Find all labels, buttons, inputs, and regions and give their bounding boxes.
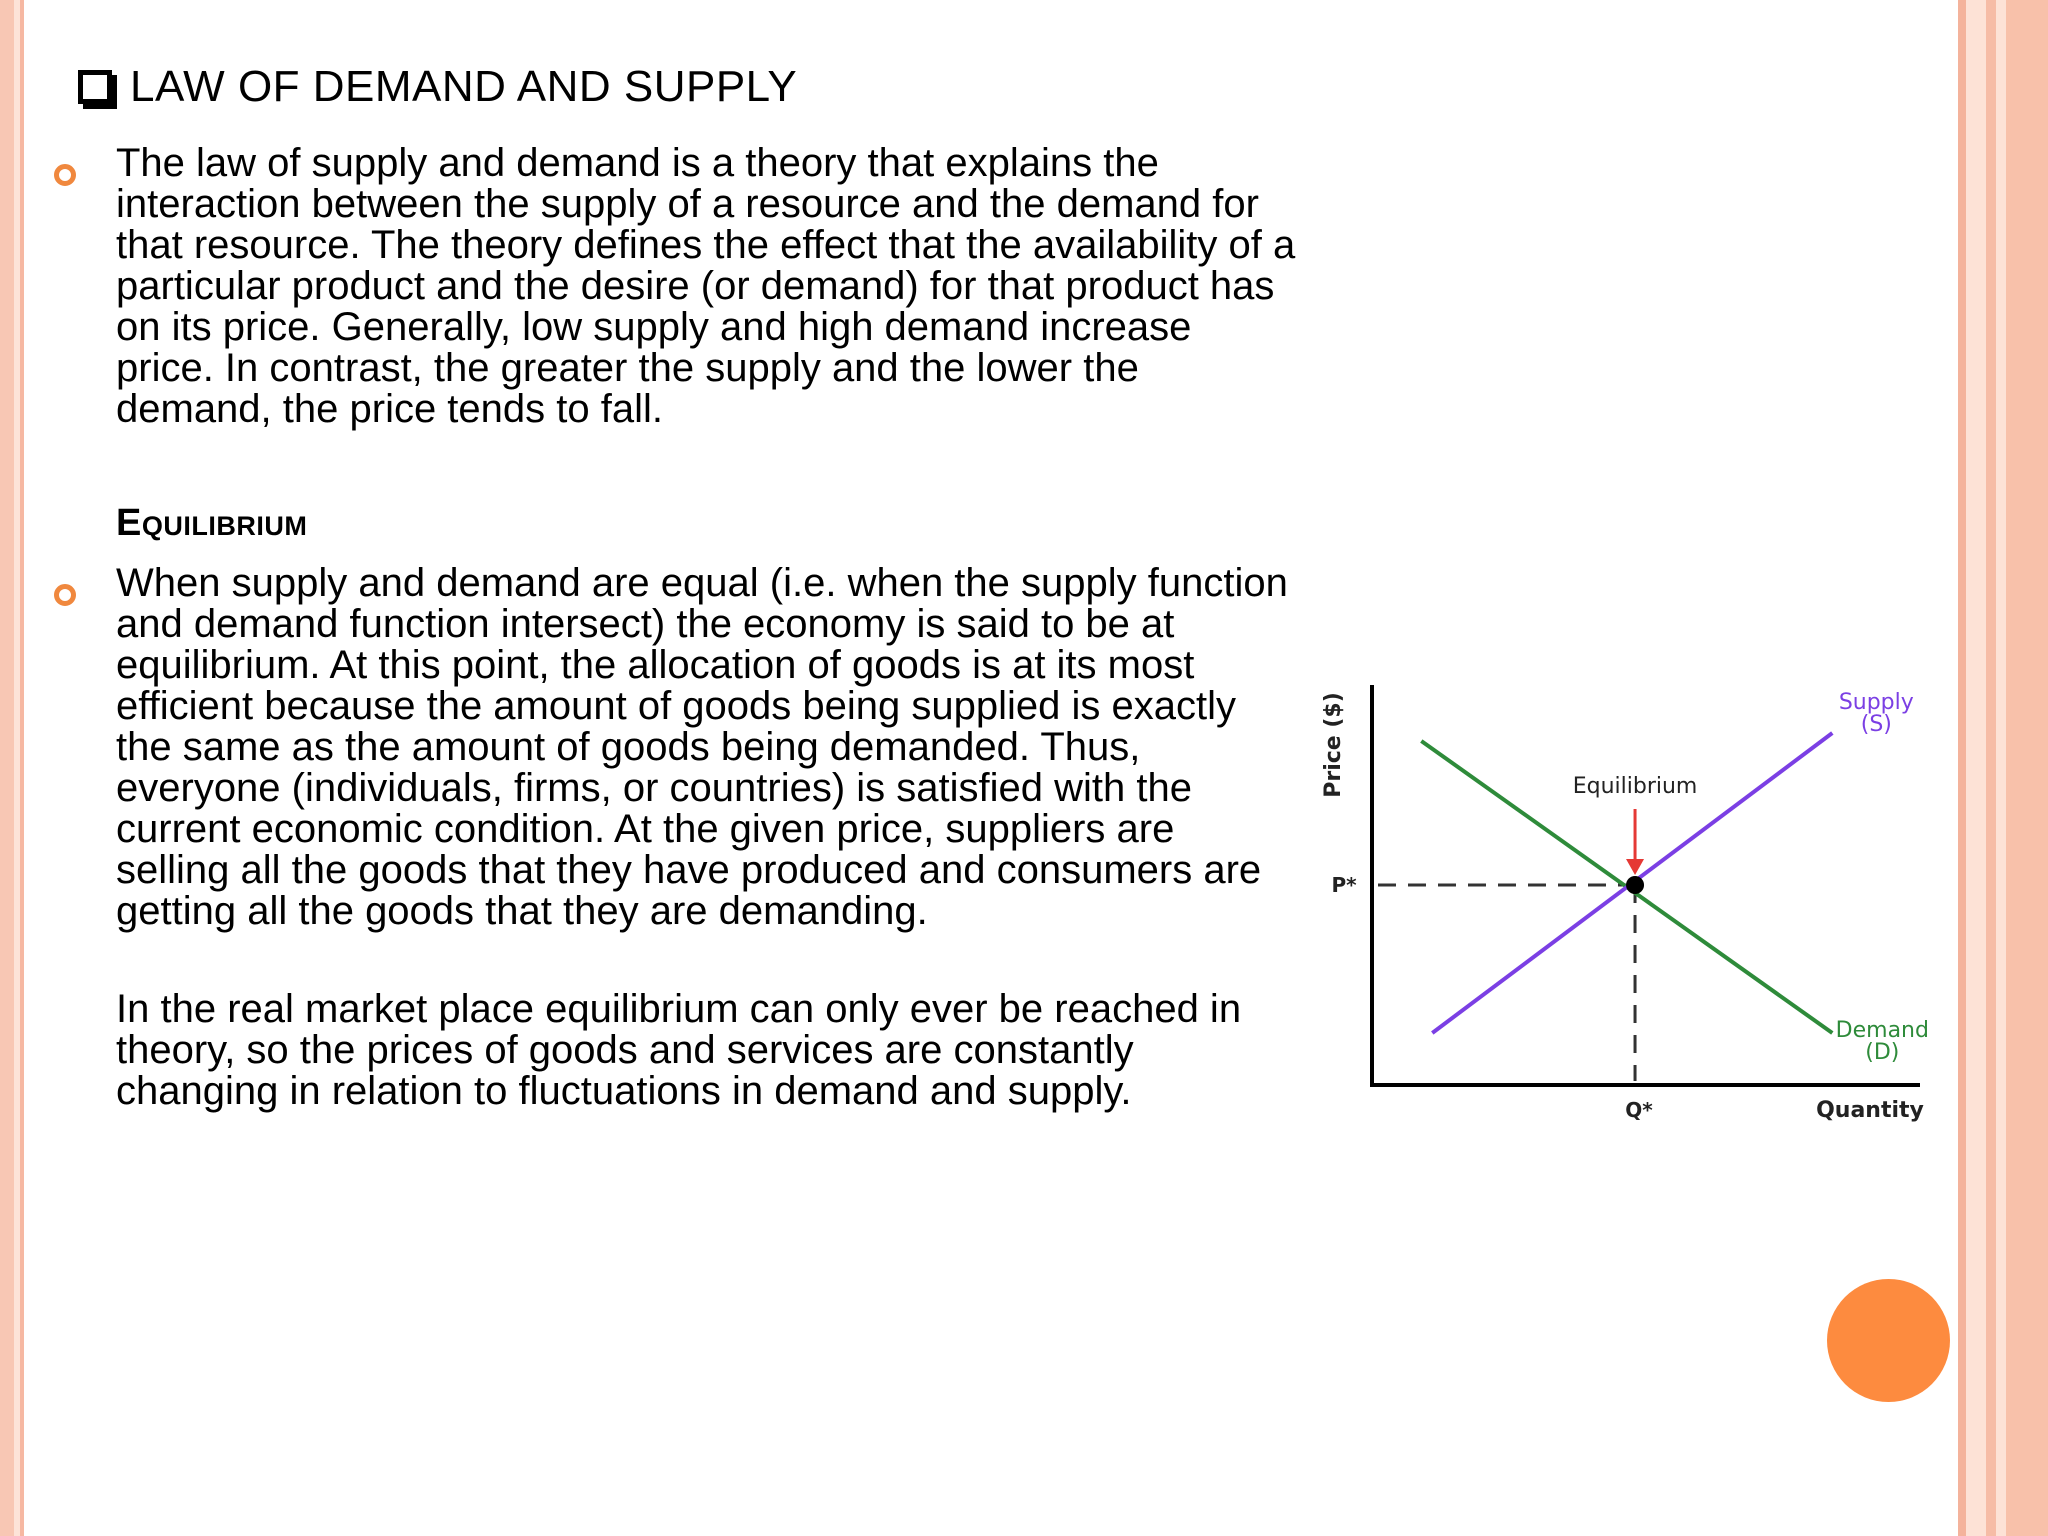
equilibrium-annotation: Equilibrium [1572, 774, 1698, 799]
supply-series-label: Supply [1838, 690, 1914, 715]
checkbox-icon [78, 70, 112, 104]
supply-demand-chart [1320, 655, 1940, 1135]
y-tick-label: P* [1331, 873, 1357, 897]
supply-series-sublabel: (S) [1860, 712, 1892, 737]
bullet [54, 150, 76, 186]
section-heading-equilibrium: Equilibrium [116, 502, 308, 544]
left-border-stripe [20, 0, 24, 1536]
bullet [54, 570, 76, 606]
equilibrium-arrowhead [1626, 859, 1644, 875]
circle-bullet-icon [54, 584, 76, 606]
demand-series-sublabel: (D) [1865, 1040, 1900, 1065]
x-axis-label: Quantity [1816, 1098, 1924, 1123]
right-border-stripe [2006, 0, 2048, 1536]
right-border-stripe [1966, 0, 1986, 1536]
y-axis-label: Price ($) [1321, 692, 1346, 798]
equilibrium-point [1626, 876, 1644, 894]
paragraph-real-market: In the real market place equilibrium can only ever be reached in theory, so the prices of goods and services are constantly changing in relation to fluctuations in demand and supply. [116, 987, 1242, 1113]
next-slide-button[interactable] [1827, 1279, 1950, 1402]
paragraph-law: The law of supply and demand is a theory that explains the interaction between the supply of a resource and the demand for that resource. The theory defines the effect that the availability of a particular product and the desire (or demand) for that product has on its price. Generally, low supply and high demand increase price. In contrast, the greater the supply and the lower the demand, the price tends to fall. [116, 141, 1296, 431]
slide-heading [78, 62, 797, 112]
demand-series-label: Demand [1835, 1018, 1929, 1043]
paragraph-equilibrium: When supply and demand are equal (i.e. when the supply function and demand function intersect) the economy is said to be at equilibrium. At this point, the allocation of goods is at its most efficient because the amount of goods being supplied is exactly the same as the amount of goods being demanded. Thus, everyone (individuals, firms, or countries) is satisfied with the current economic condition. At the given price, suppliers are selling all the goods that they have produced and consumers are getting all the goods that they are demanding. [116, 561, 1288, 933]
right-border-stripe [1958, 0, 1966, 1536]
slide-title: LAW OF DEMAND AND SUPPLY [130, 62, 798, 111]
right-border-stripe [1996, 0, 2006, 1536]
circle-bullet-icon [54, 164, 76, 186]
x-tick-label: Q* [1625, 1098, 1653, 1122]
right-border-stripe [1986, 0, 1996, 1536]
left-border-stripe [0, 0, 14, 1536]
